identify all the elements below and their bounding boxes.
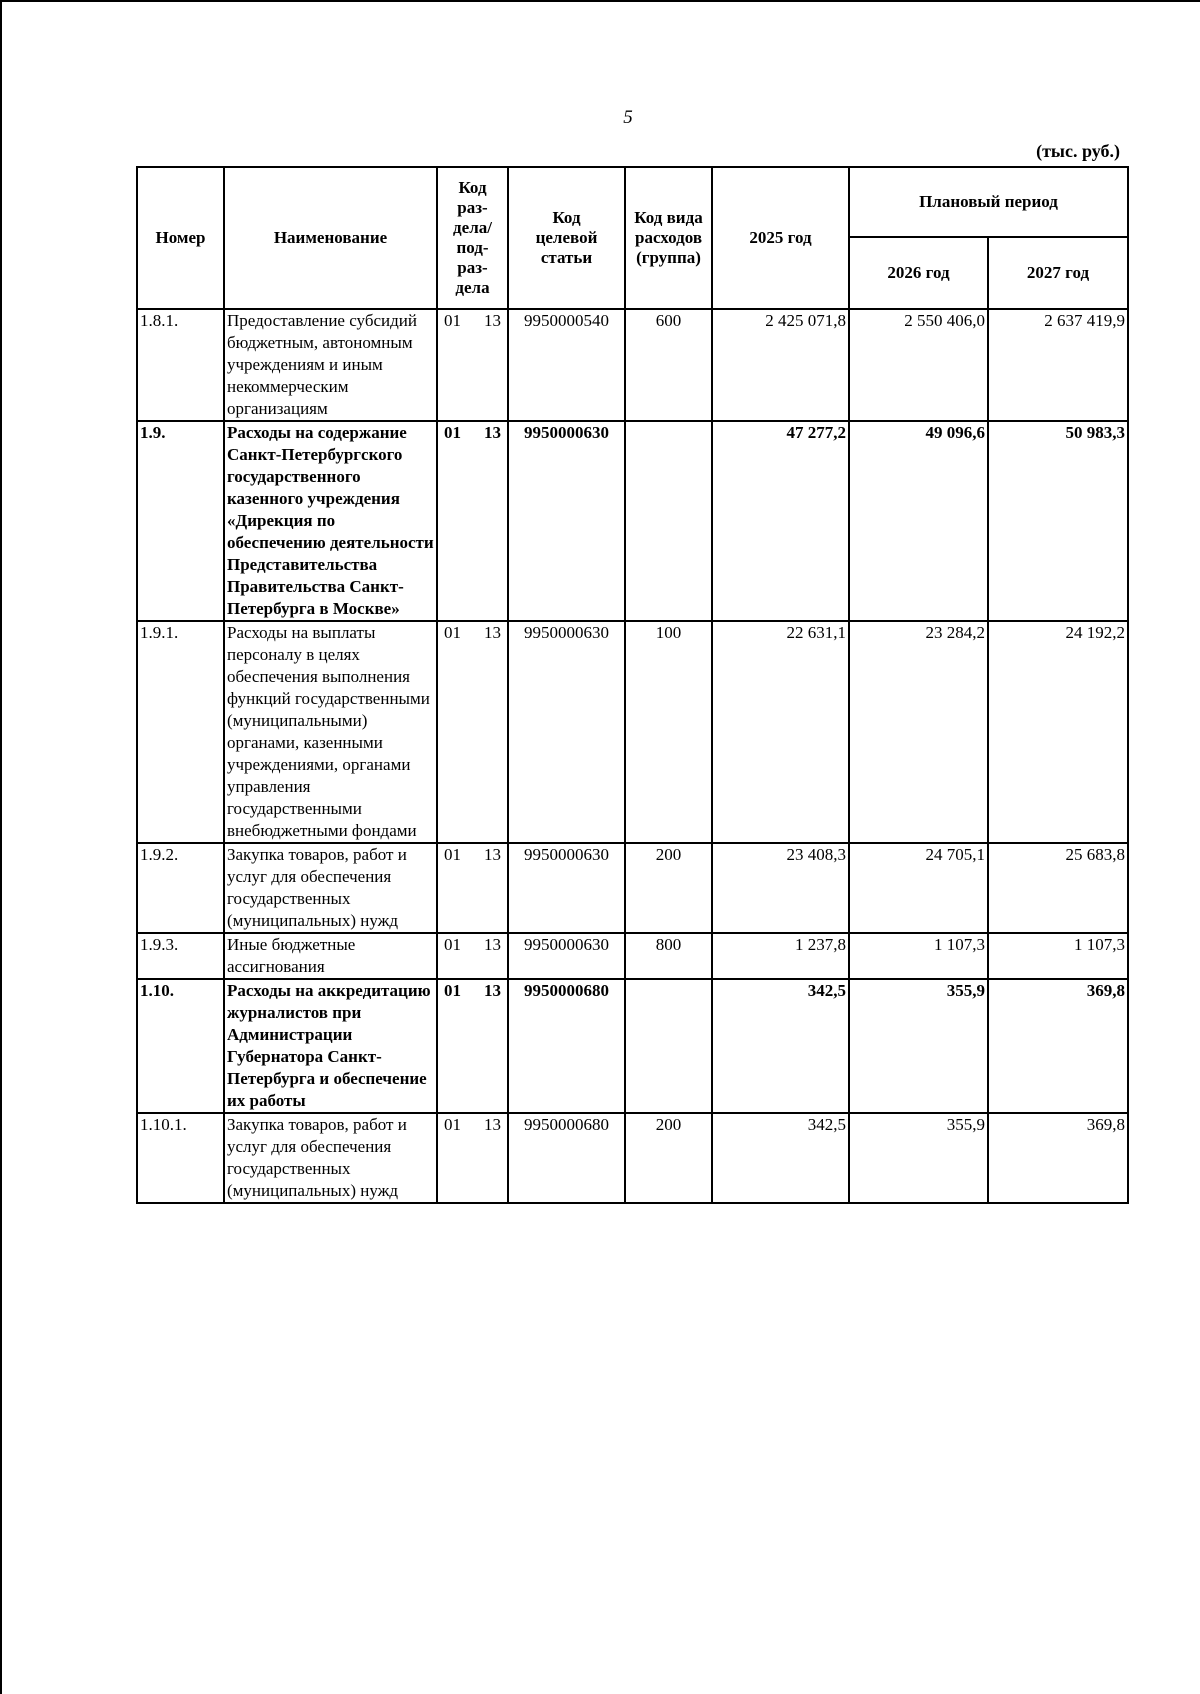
row-section-code bbox=[437, 933, 508, 979]
subsection-code: 13 bbox=[484, 935, 501, 954]
row-number: 1.10. bbox=[137, 979, 224, 1113]
table-row bbox=[137, 309, 1128, 421]
section-code-pair bbox=[440, 310, 505, 332]
row-target-code: 9950000680 bbox=[508, 979, 625, 1113]
budget-table-body bbox=[137, 309, 1128, 1203]
row-name: Закупка товаров, работ и услуг для обеспечения государственных (муниципальных) нужд bbox=[224, 843, 437, 933]
row-amount-2026: 1 107,3 bbox=[849, 933, 988, 979]
row-section-code bbox=[437, 979, 508, 1113]
row-section-code bbox=[437, 421, 508, 621]
section-code-pair bbox=[440, 422, 505, 444]
table-row bbox=[137, 843, 1128, 933]
row-amount-2025: 342,5 bbox=[712, 979, 849, 1113]
row-name: Расходы на выплаты персоналу в целях обеспечения выполнения функций государственными (муниципальными) органами, казенными учреждениями, органами управления государственными внебюджетными фондами bbox=[224, 621, 437, 843]
row-number: 1.9.1. bbox=[137, 621, 224, 843]
row-name: Предоставление субсидий бюджетным, автономным учреждениям и иным некоммерческим организациям bbox=[224, 309, 437, 421]
row-amount-2027: 369,8 bbox=[988, 1113, 1128, 1203]
row-amount-2025: 23 408,3 bbox=[712, 843, 849, 933]
row-section-code bbox=[437, 1113, 508, 1203]
row-section-code bbox=[437, 309, 508, 421]
row-section-code bbox=[437, 621, 508, 843]
section-code-pair bbox=[440, 934, 505, 956]
table-row bbox=[137, 933, 1128, 979]
table-row bbox=[137, 621, 1128, 843]
row-amount-2027: 25 683,8 bbox=[988, 843, 1128, 933]
row-amount-2025: 22 631,1 bbox=[712, 621, 849, 843]
row-expense-code: 100 bbox=[625, 621, 712, 843]
row-number: 1.9.3. bbox=[137, 933, 224, 979]
subsection-code: 13 bbox=[484, 845, 501, 864]
header-year-2027: 2027 год bbox=[988, 237, 1128, 309]
section-code: 01 bbox=[444, 1115, 461, 1134]
header-section-code-top: Код раз-дела/ bbox=[453, 178, 492, 237]
row-name: Иные бюджетные ассигнования bbox=[224, 933, 437, 979]
row-expense-code: 200 bbox=[625, 1113, 712, 1203]
row-amount-2026: 355,9 bbox=[849, 979, 988, 1113]
row-expense-code bbox=[625, 421, 712, 621]
table-row bbox=[137, 979, 1128, 1113]
row-amount-2025: 342,5 bbox=[712, 1113, 849, 1203]
page-number: 5 bbox=[623, 107, 633, 128]
subsection-code: 13 bbox=[484, 1115, 501, 1134]
budget-table bbox=[136, 166, 1129, 1204]
table-row bbox=[137, 1113, 1128, 1203]
subsection-code: 13 bbox=[484, 311, 501, 330]
subsection-code: 13 bbox=[484, 623, 501, 642]
row-name: Расходы на содержание Санкт-Петербургского государственного казенного учреждения «Дирекция по обеспечению деятельности Представительства Правительства Санкт-Петербурга в Москве» bbox=[224, 421, 437, 621]
section-code-pair bbox=[440, 844, 505, 866]
row-expense-code: 200 bbox=[625, 843, 712, 933]
subsection-code: 13 bbox=[484, 423, 501, 442]
row-amount-2027: 369,8 bbox=[988, 979, 1128, 1113]
section-code: 01 bbox=[444, 423, 461, 442]
row-target-code: 9950000630 bbox=[508, 421, 625, 621]
row-target-code: 9950000630 bbox=[508, 621, 625, 843]
row-amount-2025: 1 237,8 bbox=[712, 933, 849, 979]
row-amount-2027: 50 983,3 bbox=[988, 421, 1128, 621]
section-code: 01 bbox=[444, 623, 461, 642]
row-name: Закупка товаров, работ и услуг для обеспечения государственных (муниципальных) нужд bbox=[224, 1113, 437, 1203]
section-code-pair bbox=[440, 1114, 505, 1136]
row-expense-code bbox=[625, 979, 712, 1113]
row-target-code: 9950000630 bbox=[508, 843, 625, 933]
row-amount-2026: 23 284,2 bbox=[849, 621, 988, 843]
table-row bbox=[137, 421, 1128, 621]
row-target-code: 9950000540 bbox=[508, 309, 625, 421]
row-number: 1.10.1. bbox=[137, 1113, 224, 1203]
units-label: (тыс. руб.) bbox=[1036, 141, 1120, 161]
row-amount-2025: 47 277,2 bbox=[712, 421, 849, 621]
row-amount-2026: 2 550 406,0 bbox=[849, 309, 988, 421]
header-section-code bbox=[437, 167, 508, 309]
row-section-code bbox=[437, 843, 508, 933]
row-expense-code: 600 bbox=[625, 309, 712, 421]
section-code: 01 bbox=[444, 311, 461, 330]
row-amount-2026: 49 096,6 bbox=[849, 421, 988, 621]
section-code: 01 bbox=[444, 935, 461, 954]
section-code-pair bbox=[440, 622, 505, 644]
header-planned-period: Плановый период bbox=[849, 167, 1128, 237]
row-amount-2027: 2 637 419,9 bbox=[988, 309, 1128, 421]
row-amount-2026: 24 705,1 bbox=[849, 843, 988, 933]
row-number: 1.9.2. bbox=[137, 843, 224, 933]
header-target-code: Код целевой статьи bbox=[508, 167, 625, 309]
section-code: 01 bbox=[444, 845, 461, 864]
row-expense-code: 800 bbox=[625, 933, 712, 979]
header-number: Номер bbox=[137, 167, 224, 309]
section-code: 01 bbox=[444, 981, 461, 1000]
subsection-code: 13 bbox=[484, 981, 501, 1000]
header-year-2026: 2026 год bbox=[849, 237, 988, 309]
section-code-pair bbox=[440, 980, 505, 1002]
row-amount-2027: 1 107,3 bbox=[988, 933, 1128, 979]
row-number: 1.9. bbox=[137, 421, 224, 621]
header-expense-code: Код вида расходов (группа) bbox=[625, 167, 712, 309]
header-year-2025: 2025 год bbox=[712, 167, 849, 309]
header-name: Наименование bbox=[224, 167, 437, 309]
row-name: Расходы на аккредитацию журналистов при Администрации Губернатора Санкт-Петербурга и обеспечение их работы bbox=[224, 979, 437, 1113]
row-target-code: 9950000680 bbox=[508, 1113, 625, 1203]
header-section-code-bottom: под-раз-дела bbox=[455, 238, 490, 297]
row-target-code: 9950000630 bbox=[508, 933, 625, 979]
row-number: 1.8.1. bbox=[137, 309, 224, 421]
row-amount-2026: 355,9 bbox=[849, 1113, 988, 1203]
row-amount-2025: 2 425 071,8 bbox=[712, 309, 849, 421]
row-amount-2027: 24 192,2 bbox=[988, 621, 1128, 843]
